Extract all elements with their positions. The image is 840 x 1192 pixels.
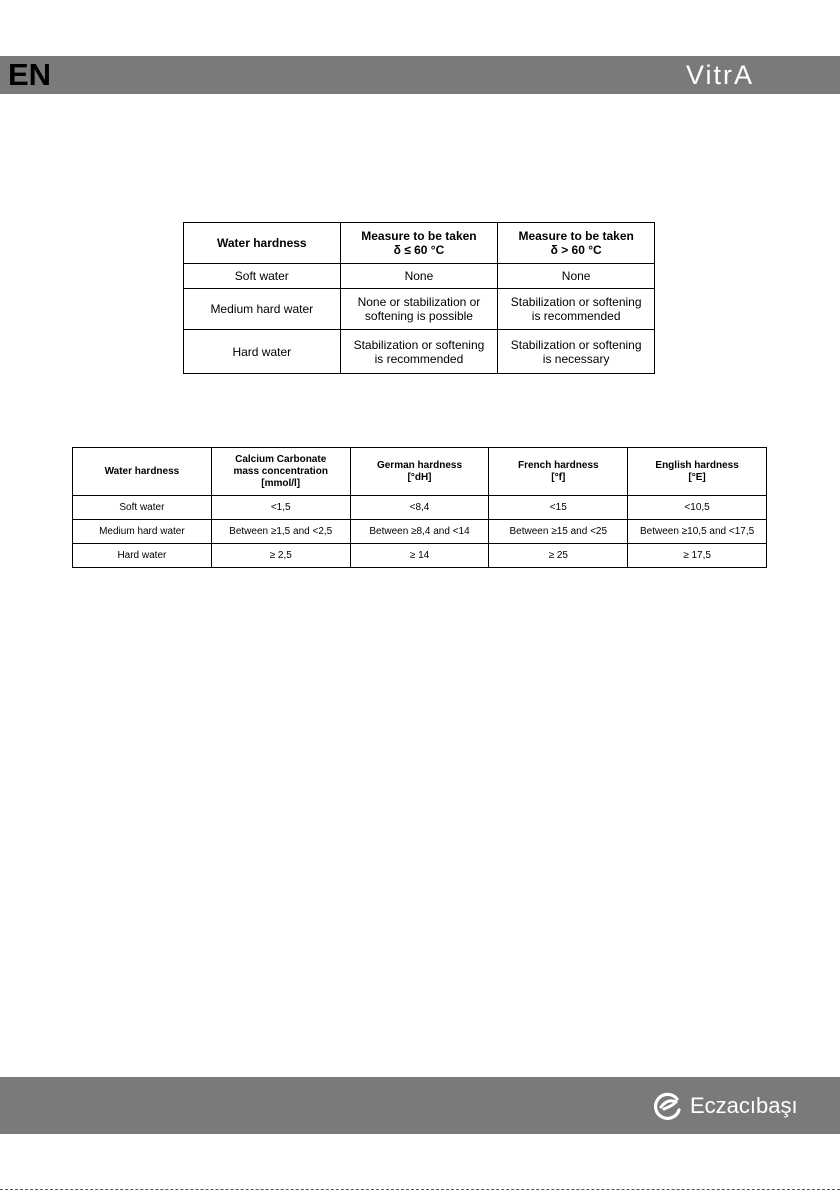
table-cell: Stabilization or softening is necessary — [498, 330, 655, 374]
table-cell: None — [498, 264, 655, 289]
table-row — [73, 520, 767, 544]
table-cell: <1,5 — [211, 496, 350, 520]
table-cell: Medium hard water — [184, 289, 341, 330]
footer-bar — [0, 1077, 840, 1134]
header-water-hardness: Water hardness — [184, 223, 341, 264]
table-cell: None or stabilization or softening is possible — [340, 289, 498, 330]
table-cell: ≥ 25 — [489, 544, 628, 568]
table-cell: Soft water — [73, 496, 212, 520]
table-cell: <10,5 — [628, 496, 767, 520]
table-cell: ≥ 2,5 — [211, 544, 350, 568]
hardness-units-table — [72, 447, 767, 568]
table-row — [184, 289, 655, 330]
table-row — [184, 330, 655, 374]
language-code: EN — [8, 57, 52, 92]
header-calcium-carbonate: Calcium Carbonate mass concentration [mmol/l] — [211, 448, 350, 496]
table-cell: Between ≥1,5 and <2,5 — [211, 520, 350, 544]
eczacibasi-logo-icon — [652, 1090, 684, 1122]
table-cell: Between ≥8,4 and <14 — [350, 520, 489, 544]
table-cell: Stabilization or softening is recommended — [498, 289, 655, 330]
table-cell: <8,4 — [350, 496, 489, 520]
table-cell: <15 — [489, 496, 628, 520]
measures-table — [183, 222, 655, 374]
table-cell: ≥ 14 — [350, 544, 489, 568]
header-measure-high-temp: Measure to be taken δ > 60 °C — [498, 223, 655, 264]
table-header-row — [73, 448, 767, 496]
table-cell: Soft water — [184, 264, 341, 289]
table-header-row — [184, 223, 655, 264]
eczacibasi-wordmark: Eczacıbaşı — [690, 1093, 798, 1118]
table-cell: ≥ 17,5 — [628, 544, 767, 568]
header-german-hardness: German hardness [°dH] — [350, 448, 489, 496]
header-measure-low-temp: Measure to be taken δ ≤ 60 °C — [340, 223, 498, 264]
table-cell: Medium hard water — [73, 520, 212, 544]
page-bottom-rule — [0, 1189, 840, 1190]
table-cell: None — [340, 264, 498, 289]
header-french-hardness: French hardness [°f] — [489, 448, 628, 496]
header-english-hardness: English hardness [°E] — [628, 448, 767, 496]
table-row — [73, 544, 767, 568]
table-cell: Between ≥10,5 and <17,5 — [628, 520, 767, 544]
table-cell: Hard water — [73, 544, 212, 568]
table-cell: Between ≥15 and <25 — [489, 520, 628, 544]
table-cell: Hard water — [184, 330, 341, 374]
header-bar — [0, 56, 840, 94]
vitra-logo: VitrA — [686, 60, 755, 90]
table-row — [73, 496, 767, 520]
table-row — [184, 264, 655, 289]
header-water-hardness: Water hardness — [73, 448, 212, 496]
table-cell: Stabilization or softening is recommended — [340, 330, 498, 374]
